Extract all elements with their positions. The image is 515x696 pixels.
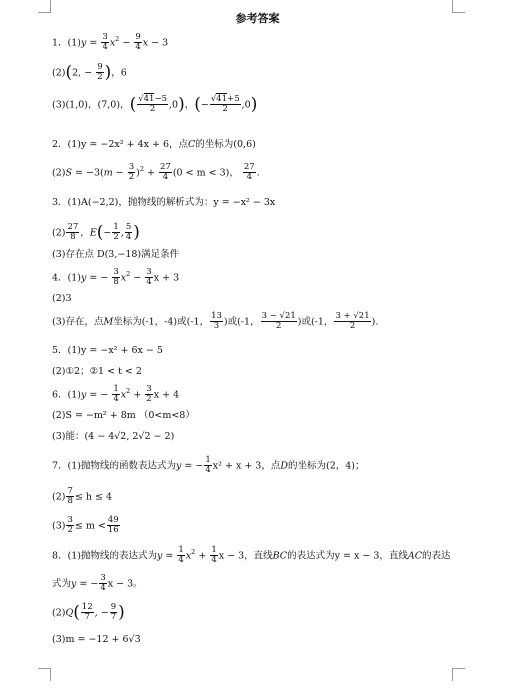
answer-1-1: 1．(1)y = $\frac{3}{4}$ $x^2$ − $\frac{9}{4}$ x − 3 (52, 32, 169, 53)
answer-5-2: (2)①2；②1 < t < 2 (52, 366, 142, 377)
answer-7-1: 7．(1)抛物线的函数表达式为y = − $\frac{1}{4}$ x² + x + 3，点D的坐标为(2，4)； (52, 455, 365, 476)
answer-2-1: 2．(1)y = −2x² + 4x + 6，点C的坐标为(0,6) (52, 139, 256, 150)
answer-4-1: 4．(1)y = − $\frac{3}{8}$ $x^2$ − $\frac{3}{4}$ x + 3 (52, 267, 180, 288)
crop-mark-bottom-right (452, 668, 465, 681)
answer-8-2: (2)Q( $\frac{12}{7}$ , − $\frac{9}{7}$ ) (52, 602, 125, 623)
answer-8-3: (3)m = −12 + 6√3 (52, 634, 141, 645)
answer-6-2: (2)S = −m² + 8m （0<m<8） (52, 410, 195, 421)
answer-3-1: 3．(1)A(−2,2)，抛物线的解析式为：y = −x² − 3x (52, 197, 276, 208)
answer-6-3: (3)能：(4 − 4√2, 2√2 − 2) (52, 431, 175, 442)
answer-8-1: 8．(1)抛物线的表达式为y = $\frac{1}{4}$ $x^2$ + $\frac{1}{4}$ x − 3，直线BC的表达式为y = x − 3，直线AC的表达 (52, 545, 451, 566)
answer-3-2: (2) $\frac{27}{8}$ ，E(− $\frac{1}{2}$ , $\frac{5}{4}$ ) (52, 222, 140, 243)
answer-6-1: 6．(1)y = − $\frac{1}{4}$ $x^2$ + $\frac{3}{2}$ x + 4 (52, 384, 180, 405)
answer-5-1: 5．(1)y = −x² + 6x − 5 (52, 345, 163, 356)
answer-7-3: (3) $\frac{3}{2}$ ≤ m < $\frac{49}{16}$ (52, 515, 119, 536)
page-title: 参考答案 (235, 12, 280, 25)
answer-1-3: (3)(1,0)，(7,0)，( $\frac{√41-5}{2}$ ,0)，(− $\frac{√41+5}{2}$ ,0) (52, 94, 258, 115)
crop-mark-bottom-left (38, 668, 51, 681)
answer-4-2: (2)3 (52, 293, 72, 304)
answer-1-2: (2)(2, − $\frac{9}{2}$ )，6 (52, 62, 127, 83)
answer-4-3: (3)存在，点M坐标为(-1，-4)或(-1， $\frac{13}{3}$ )或(-1， $\frac{3 - √21}{2}$ )或(-1， $\frac{3 + √21}{2}$ ). (52, 311, 379, 332)
answer-2-2: (2)S = −3(m − $\frac{3}{2}$ )$^2$ + $\frac{27}{4}$ (0 < m < 3)， $\frac{27}{4}$ . (52, 162, 260, 183)
answer-3-3: (3)存在点 D(3,−18)满足条件 (52, 249, 180, 260)
answer-7-2: (2) $\frac{7}{8}$ ≤ h ≤ 4 (52, 486, 113, 507)
answer-8-1-cont: 式为y = − $\frac{3}{4}$ x − 3。 (52, 573, 143, 594)
